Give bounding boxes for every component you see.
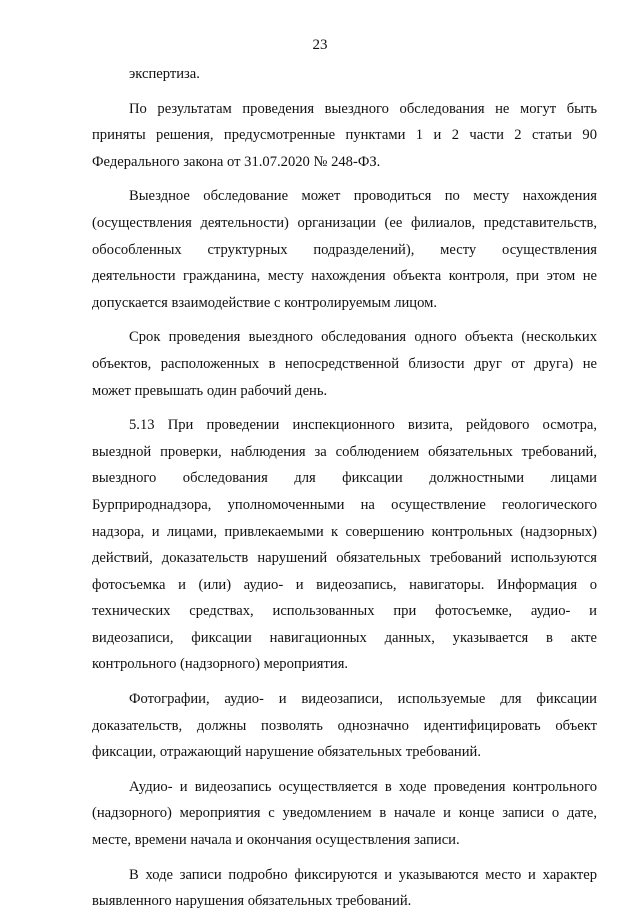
paragraph-line: выездного обследования для фиксации должностными лицами [92,470,597,487]
paragraph-line: Аудио- и видеозапись осуществляется в ходе проведения контрольного [129,778,597,795]
paragraph-line: видеозаписи, фиксации навигационных данных, указывается в акте [92,629,597,646]
paragraph-8 [92,862,597,915]
paragraph-line: Срок проведения выездного обследования одного объекта (нескольких [129,329,597,346]
paragraph-line: экспертиза. [129,66,200,82]
paragraph-line: месте, времени начала и окончания осуществления записи. [92,832,460,849]
paragraph-line: (осуществления деятельности) организации (ее филиалов, представительств, [92,214,597,231]
paragraph-line: выездной проверки, наблюдения за соблюдением обязательных требований, [92,443,597,460]
paragraph-line: обособленных структурных подразделений), месту осуществления [92,241,597,258]
paragraph-line: надзора, и лицами, привлекаемыми к совершению контрольных (надзорных) [92,523,597,540]
paragraph-line: Выездное обследование может проводиться по месту нахождения [129,188,597,205]
paragraph-5 [92,412,597,678]
paragraph-line: выявленного нарушения обязательных требований. [92,893,412,910]
paragraph-line: Фотографии, аудио- и видеозаписи, используемые для фиксации [129,691,597,708]
paragraph-line: приняты решения, предусмотренные пунктами 1 и 2 части 2 статьи 90 [92,127,597,144]
paragraph-line: (надзорного) мероприятия с уведомлением в начале и конце записи о дате, [92,805,597,822]
paragraph-line: действий, доказательств нарушений обязательных требований используются [92,550,597,567]
paragraph-line: 5.13 При проведении инспекционного визита, рейдового осмотра, [129,417,597,434]
paragraph-7 [92,774,597,854]
paragraph-line: может превышать один рабочий день. [92,382,328,399]
paragraph-2 [92,96,597,176]
paragraph-line: В ходе записи подробно фиксируются и указываются место и характер [129,866,597,883]
paragraph-4 [92,324,597,404]
paragraph-line: технических средствах, использованных при фотосъемке, аудио- и [92,603,597,620]
paragraph-line: контрольного (надзорного) мероприятия. [92,656,349,673]
paragraph-line: доказательств, должны позволять однозначно идентифицировать объект [92,717,597,734]
paragraph-line: По результатам проведения выездного обследования не могут быть [129,100,597,117]
paragraph-line: объектов, расположенных в непосредственной близости друг от друга) не [92,355,597,372]
paragraph-6 [92,686,597,766]
paragraph-line: деятельности гражданина, месту нахождения объекта контроля, при этом не [92,268,597,285]
document-body [92,61,597,923]
paragraph-1 [92,61,597,88]
paragraph-line: Федерального закона от 31.07.2020 № 248-ФЗ. [92,153,381,170]
paragraph-line: фиксации, отражающий нарушение обязательных требований. [92,744,481,761]
page-number: 23 [312,37,328,53]
paragraph-line: Бурприроднадзора, уполномоченными на осуществление геологического [92,496,597,513]
paragraph-line: допускается взаимодействие с контролируемым лицом. [92,294,438,311]
paragraph-3 [92,183,597,316]
paragraph-line: фотосъемка и (или) аудио- и видеозапись, навигаторы. Информация о [92,576,597,593]
